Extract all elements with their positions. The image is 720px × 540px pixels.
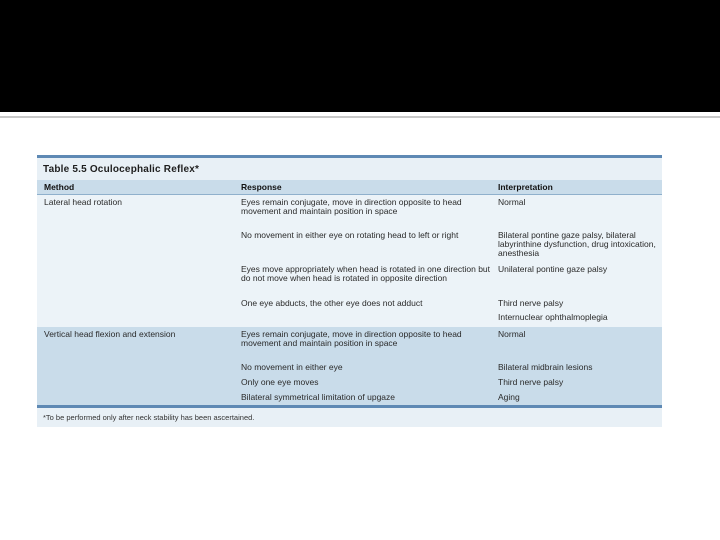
interpretation-cell: Normal — [498, 329, 526, 339]
interpretation-cell: Third nerve palsy — [498, 298, 564, 308]
response-cell: Bilateral symmetrical limitation of upgaze — [241, 392, 396, 402]
response-cell — [234, 310, 491, 327]
table-row — [234, 360, 662, 375]
table-row — [234, 327, 662, 360]
table-row — [234, 310, 662, 327]
interpretation-cell: Internuclear ophthalmoplegia — [498, 312, 608, 322]
method-cell: Lateral head rotation — [44, 197, 122, 207]
table-group-lateral — [37, 195, 662, 327]
table-row — [234, 262, 662, 296]
response-cell: Eyes move appropriately when head is rotated in one direction but do not move when head is rotated in opposite direction — [241, 264, 491, 284]
table-footnote: *To be performed only after neck stability has been ascertained. — [37, 408, 662, 427]
response-cell: One eye abducts, the other eye does not adduct — [241, 298, 423, 308]
interpretation-cell: Aging — [498, 392, 520, 402]
response-cell: Only one eye moves — [241, 377, 319, 387]
response-cell: No movement in either eye — [241, 362, 343, 372]
response-cell: Eyes remain conjugate, move in direction opposite to head movement and maintain position in space — [241, 197, 462, 217]
interpretation-cell: Unilateral pontine gaze palsy — [498, 264, 608, 274]
response-cell: No movement in either eye on rotating head to left or right — [241, 230, 459, 240]
table-header-row — [37, 180, 662, 195]
interpretation-cell: Bilateral midbrain lesions — [498, 362, 593, 372]
header-interpretation: Interpretation — [498, 182, 553, 192]
method-cell: Vertical head flexion and extension — [44, 329, 176, 339]
header-response: Response — [241, 182, 282, 192]
header-divider — [0, 116, 720, 118]
table-group-vertical — [37, 327, 662, 405]
interpretation-cell: Third nerve palsy — [498, 377, 564, 387]
slide-header-bar — [0, 0, 720, 112]
table-row — [234, 195, 662, 228]
oculocephalic-reflex-table — [37, 155, 662, 427]
table-row — [234, 296, 662, 310]
interpretation-cell: Bilateral pontine gaze palsy, bilateral labyrinthine dysfunction, drug intoxication, anesthesia — [498, 230, 656, 259]
header-method: Method — [44, 182, 75, 192]
table-row — [234, 390, 662, 405]
table-title: Table 5.5 Oculocephalic Reflex* — [37, 158, 662, 180]
table-row — [234, 228, 662, 262]
response-cell: Eyes remain conjugate, move in direction opposite to head movement and maintain position in space — [241, 329, 462, 349]
table-row — [234, 375, 662, 390]
interpretation-cell: Normal — [498, 197, 526, 207]
